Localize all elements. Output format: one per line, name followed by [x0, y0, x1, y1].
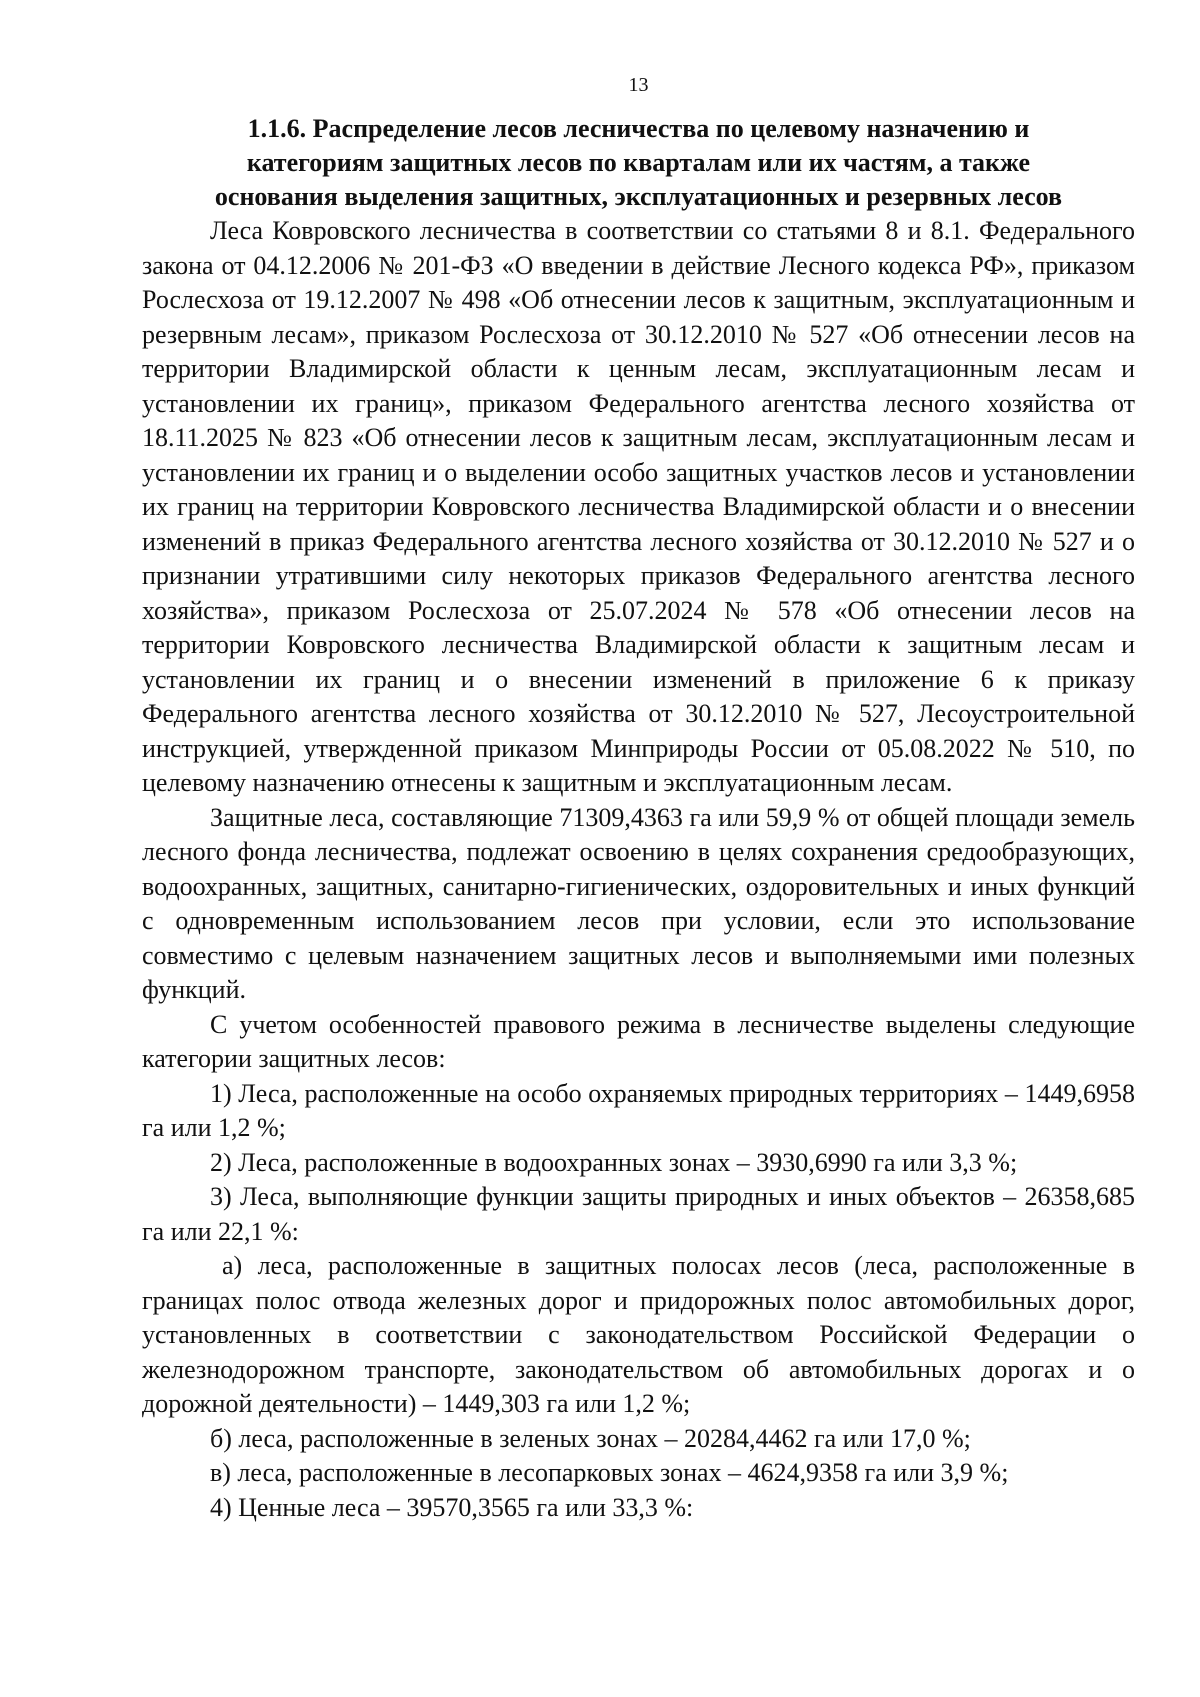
list-subitem-c: в) леса, расположенные в лесопарковых зонах – 4624,9358 га или 3,9 %; — [210, 1458, 1009, 1487]
paragraph-protective-forests: Защитные леса, составляющие 71309,4363 га или 59,9 % от общей площади земель лесного фонда лесничества, подлежат освоению в целях сохранения средообразующих, водоохранных, защитных, санитарно-гигиенических, оздоровительных и иных функций с одновременным использованием лесов при условии, если это использование совместимо с целевым назначением защитных лесов и выполняемыми ими полезных функций. — [142, 802, 1135, 1004]
heading-line: категориям защитных лесов по кварталам или их частям, а также — [246, 148, 1031, 177]
heading-line: 1.1.6. Распределение лесов лесничества по целевому назначению и — [247, 114, 1030, 143]
list-subitem-b: б) леса, расположенные в зеленых зонах – 20284,4462 га или 17,0 %; — [210, 1423, 971, 1453]
paragraph-categories-intro: С учетом особенностей правового режима в лесничестве выделены следующие категории защитных лесов: — [142, 1009, 1135, 1073]
list-item-2: 2) Леса, расположенные в водоохранных зонах – 3930,6990 га или 3,3 %; — [210, 1147, 1018, 1177]
section-heading — [142, 112, 1135, 214]
page-number: 13 — [628, 74, 649, 96]
list-item-3: 3) Леса, выполняющие функции защиты природных и иных объектов – 26358,685 га или 22,1 %: — [142, 1182, 1135, 1246]
list-item-4: 4) Ценные леса – 39570,3565 га или 33,3 %: — [210, 1492, 694, 1522]
paragraph-legal-basis: Леса Ковровского лесничества в соответствии со статьями 8 и 8.1. Федерального закона от 04.12.2006 № 201-ФЗ «О введении в действие Лесного кодекса РФ», приказом Рослесхоза от 19.12.2007 № 498 «Об отнесении лесов к защитным, эксплуатационным и резервным лесам», приказом Рослесхоза от 30.12.2010 № 527 «Об отнесении лесов на территории Владимирской области к ценным лесам, эксплуатационным лесам и установлении их границ», приказом Федерального агентства лесного хозяйства от 18.11.2025 № 823 «Об отнесении лесов к защитным лесам, эксплуатационным лесам и установлении их границ и о выделении особо защитных участков лесов и установлении их границ на территории Ковровского лесничества Владимирской области и о внесении изменений в приказ Федерального агентства лесного хозяйства от 30.12.2010 № 527 и о признании утратившими силу некоторых приказов Федерального агентства лесного хозяйства», приказом Рослесхоза от 25.07.2024 № 578 «Об отнесении лесов на территории Ковровского лесничества Владимирской области к защитным лесам и установлении их границ и о внесении изменений в приложение 6 к приказу Федерального агентства лесного хозяйства от 30.12.2010 № 527, Лесоустроительной инструкцией, утвержденной приказом Минприроды России от 05.08.2022 № 510, по целевому назначению отнесены к защитным и эксплуатационным лесам. — [142, 216, 1135, 797]
heading-line: основания выделения защитных, эксплуатационных и резервных лесов — [214, 182, 1063, 211]
document-page — [142, 70, 1135, 1525]
list-subitem-a: а) леса, расположенные в защитных полосах лесов (леса, расположенные в границах полос отвода железных дорог и придорожных полос автомобильных дорог, установленных в соответствии с законодательством Российской Федерации о железнодорожном транспорте, законодательством об автомобильных дорогах и о дорожной деятельности) – 1449,303 га или 1,2 %; — [142, 1251, 1135, 1418]
list-item-1: 1) Леса, расположенные на особо охраняемых природных территориях – 1449,6958 га или 1,2 %; — [142, 1078, 1135, 1142]
